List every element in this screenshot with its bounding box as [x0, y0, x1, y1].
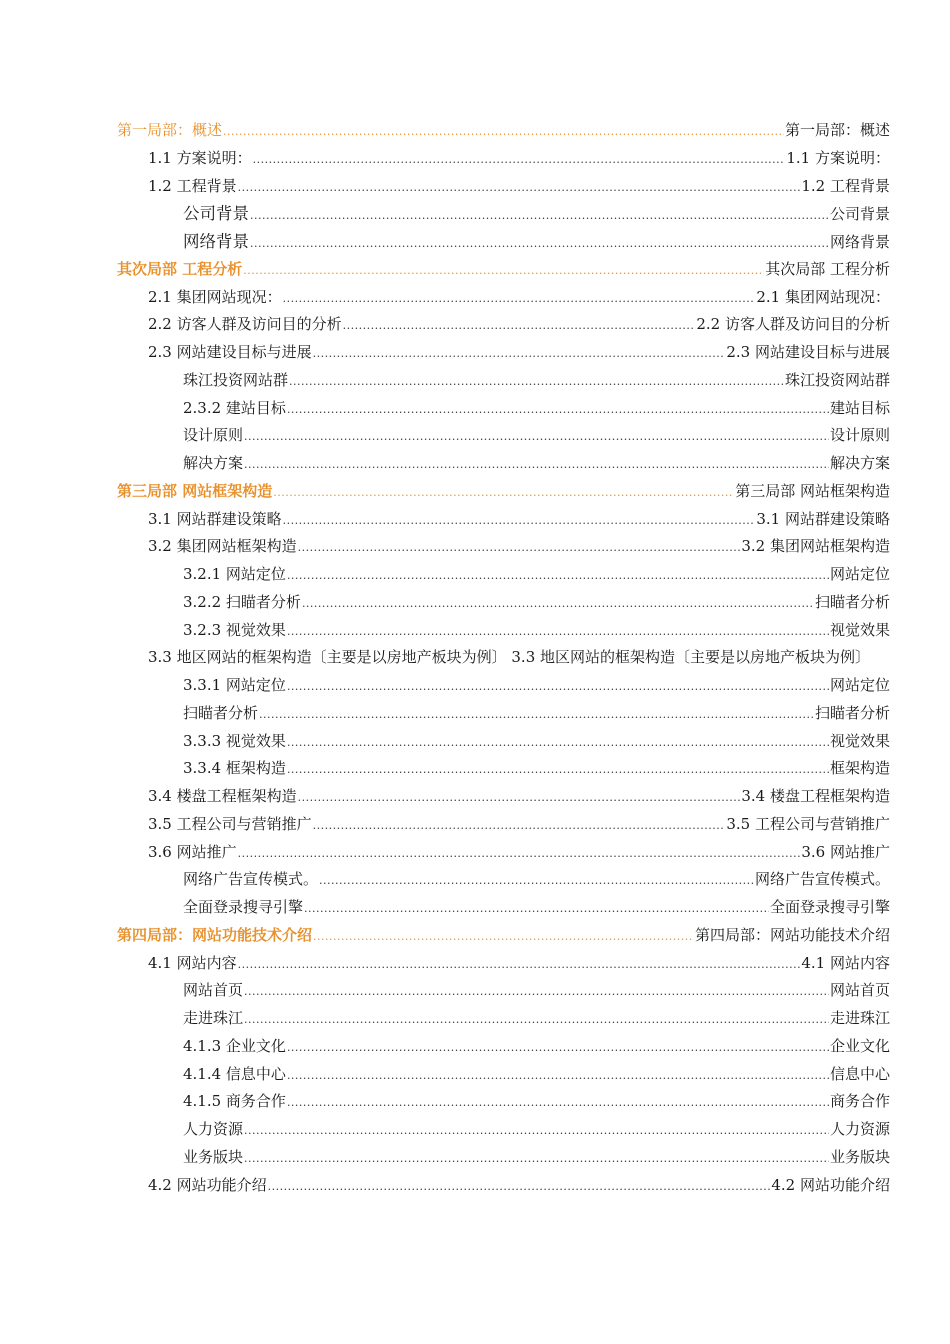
toc-entry[interactable] [117, 1033, 890, 1061]
toc-dot-leader [283, 284, 756, 313]
toc-dot-leader [287, 561, 829, 590]
toc-entry-title: 2.3.2 建站目标 [183, 398, 286, 417]
toc-entry-page-ref: 信息中心 [829, 1064, 890, 1083]
toc-dot-leader [238, 173, 801, 202]
toc-dot-leader [298, 533, 741, 562]
toc-entry-title: 4.1.4 信息中心 [183, 1064, 286, 1083]
toc-dot-leader [287, 755, 829, 784]
toc-entry[interactable] [117, 950, 890, 978]
toc-entry[interactable] [117, 173, 890, 201]
toc-dot-leader [304, 894, 769, 923]
toc-dot-leader [287, 728, 829, 757]
toc-entry-title: 3.4 楼盘工程框架构造 [148, 787, 297, 805]
toc-dot-leader [268, 1172, 771, 1201]
toc-entry-page-ref: 网站定位 [829, 676, 890, 694]
toc-dot-leader [287, 395, 829, 424]
toc-entry-title: 3.2.1 网站定位 [183, 565, 286, 583]
toc-entry-page-ref: 3.5 工程公司与营销推广 [726, 814, 890, 833]
toc-entry-page-ref: 珠江投资网站群 [784, 370, 890, 389]
toc-entry[interactable] [117, 894, 890, 922]
toc-entry-page-ref: 视觉效果 [829, 620, 890, 639]
toc-entry-page-ref: 扫瞄者分析 [814, 703, 890, 722]
toc-dot-leader [287, 617, 829, 646]
toc-entry[interactable] [117, 533, 890, 561]
toc-dot-leader [287, 672, 829, 701]
toc-dot-leader [244, 1144, 829, 1173]
toc-entry[interactable] [117, 422, 890, 450]
table-of-contents [117, 117, 890, 1199]
toc-dot-leader [243, 256, 764, 285]
toc-entry-title: 3.5 工程公司与营销推广 [148, 814, 312, 833]
toc-entry-title: 3.1 网站群建设策略 [148, 509, 282, 528]
toc-entry[interactable] [117, 700, 890, 728]
toc-entry-title: 珠江投资网站群 [183, 370, 289, 389]
toc-entry-page-ref: 业务版块 [829, 1147, 890, 1166]
toc-entry-title: 1.1 方案说明： [148, 148, 252, 167]
toc-entry-title: 全面登录搜寻引擎 [183, 898, 304, 916]
toc-entry-page-ref: 2.2 访客人群及访问目的分析 [696, 315, 890, 334]
toc-entry-page-ref: 网站定位 [829, 565, 890, 583]
toc-dot-leader [287, 1088, 829, 1117]
toc-entry[interactable] [117, 228, 890, 256]
toc-entry[interactable] [117, 922, 890, 950]
toc-dot-leader [313, 811, 726, 840]
toc-entry-title: 扫瞄者分析 [183, 703, 259, 722]
toc-entry-title: 3.3.4 框架构造 [183, 759, 286, 778]
toc-entry-title: 3.3.1 网站定位 [183, 676, 286, 694]
toc-entry-page-ref: 第四局部：网站功能技术介绍 [694, 925, 890, 944]
toc-entry[interactable] [117, 561, 890, 589]
toc-dot-leader [244, 422, 829, 451]
toc-entry-title: 第四局部：网站功能技术介绍 [117, 925, 313, 944]
toc-dot-leader [244, 977, 829, 1006]
toc-entry-title: 1.2 工程背景 [148, 176, 237, 195]
toc-entry[interactable] [117, 617, 890, 645]
toc-dot-leader [244, 1005, 829, 1034]
toc-entry-page-ref: 网络背景 [829, 233, 890, 251]
toc-dot-leader [223, 117, 784, 146]
toc-entry-page-ref: 3.2 集团网站框架构造 [741, 537, 890, 556]
toc-entry-title: 4.1.5 商务合作 [183, 1092, 286, 1111]
toc-entry-page-ref: 人力资源 [829, 1120, 890, 1138]
toc-entry-title: 网络广告宣传模式。 [183, 870, 319, 889]
toc-entry[interactable] [117, 1172, 890, 1200]
toc-entry-page-ref: 商务合作 [829, 1092, 890, 1111]
toc-entry-page-ref: 建站目标 [829, 398, 890, 417]
toc-dot-leader [302, 589, 814, 618]
toc-dot-leader [319, 866, 754, 895]
toc-entry[interactable] [117, 450, 890, 478]
toc-entry[interactable] [117, 589, 890, 617]
toc-dot-leader [244, 1116, 829, 1145]
toc-dot-leader [250, 229, 829, 258]
toc-entry-page-ref: 全面登录搜寻引擎 [769, 898, 890, 916]
toc-entry[interactable] [117, 311, 890, 339]
toc-entry-title: 设计原则 [183, 426, 244, 445]
toc-entry[interactable] [117, 367, 890, 395]
toc-entry[interactable] [117, 1088, 890, 1116]
toc-entry[interactable] [117, 755, 890, 783]
toc-entry-page-ref: 解决方案 [829, 454, 890, 472]
toc-entry-title: 公司背景 [183, 204, 249, 224]
toc-entry-title: 4.1 网站内容 [148, 953, 237, 972]
toc-entry-page-ref: 第一局部：概述 [784, 121, 890, 139]
toc-entry[interactable] [117, 1144, 890, 1172]
toc-entry-title: 4.2 网站功能介绍 [148, 1175, 267, 1194]
toc-entry-page-ref: 扫瞄者分析 [814, 592, 890, 611]
toc-entry[interactable] [117, 256, 890, 284]
toc-entry[interactable] [117, 200, 890, 228]
toc-dot-leader [259, 700, 814, 729]
toc-dot-leader [238, 950, 801, 979]
toc-dot-leader [287, 1061, 829, 1090]
toc-dot-leader [238, 839, 801, 868]
toc-entry-page-ref: 公司背景 [829, 205, 890, 224]
toc-entry-page-ref: 视觉效果 [829, 731, 890, 750]
toc-entry-page-ref: 网站首页 [829, 981, 890, 1000]
toc-entry[interactable] [117, 506, 890, 534]
toc-entry[interactable] [117, 395, 890, 423]
toc-entry[interactable] [117, 728, 890, 756]
toc-dot-leader [283, 506, 756, 535]
toc-entry[interactable] [117, 284, 890, 312]
toc-dot-leader [250, 201, 829, 230]
toc-entry[interactable] [117, 644, 890, 672]
toc-entry-title: 走进珠江 [183, 1009, 244, 1027]
toc-entry-page-ref: 其次局部 工程分析 [765, 259, 890, 278]
toc-entry-page-ref: 1.1 方案说明： [786, 148, 890, 167]
toc-entry[interactable] [117, 478, 890, 506]
toc-entry-page-ref: 4.2 网站功能介绍 [771, 1175, 890, 1194]
toc-entry-page-ref: 走进珠江 [829, 1009, 890, 1027]
toc-entry-title: 网络背景 [183, 232, 249, 251]
toc-entry-title: 2.3 网站建设目标与进展 [148, 343, 312, 361]
toc-entry-title: 3.3.3 视觉效果 [183, 731, 286, 750]
toc-entry-page-ref: 2.1 集团网站现况： [756, 287, 890, 306]
toc-dot-leader [289, 367, 784, 396]
toc-entry-page-ref: 企业文化 [829, 1036, 890, 1055]
toc-entry-page-ref: 第三局部 网站框架构造 [735, 481, 890, 500]
toc-dot-leader [313, 922, 694, 951]
toc-entry-page-ref: 3.4 楼盘工程框架构造 [741, 787, 890, 805]
toc-entry[interactable] [117, 1005, 890, 1033]
toc-entry-page-ref: 4.1 网站内容 [801, 953, 890, 972]
toc-entry[interactable] [117, 1061, 890, 1089]
toc-entry-title: 网站首页 [183, 981, 244, 1000]
toc-entry-page-ref: 3.1 网站群建设策略 [756, 509, 890, 528]
toc-entry-page-ref: 2.3 网站建设目标与进展 [726, 343, 890, 361]
toc-dot-leader [244, 450, 829, 479]
toc-entry[interactable] [117, 145, 890, 173]
toc-entry[interactable] [117, 672, 890, 700]
toc-entry-title: 第一局部：概述 [117, 121, 223, 139]
toc-entry-title: 4.1.3 企业文化 [183, 1036, 286, 1055]
toc-dot-leader [343, 311, 696, 340]
toc-entry[interactable] [117, 811, 890, 839]
toc-entry-title: 3.2.2 扫瞄者分析 [183, 592, 301, 611]
toc-entry[interactable] [117, 117, 890, 145]
toc-entry-title: 3.6 网站推广 [148, 842, 237, 861]
toc-entry[interactable] [117, 1116, 890, 1144]
toc-entry[interactable] [117, 977, 890, 1005]
toc-dot-leader [287, 1033, 829, 1062]
toc-entry-title: 3.3 地区网站的框架构造〔主要是以房地产板块为例〕 3.3 地区网站的框架构造〔主要是以房地产板块为例〕 [148, 648, 871, 667]
toc-entry-title: 其次局部 工程分析 [117, 259, 243, 278]
toc-dot-leader [313, 339, 726, 368]
toc-entry-page-ref: 网络广告宣传模式。 [754, 870, 890, 889]
toc-entry-title: 3.2 集团网站框架构造 [148, 537, 297, 556]
toc-entry-title: 解决方案 [183, 454, 244, 472]
toc-dot-leader [253, 145, 786, 174]
toc-entry-title: 第三局部 网站框架构造 [117, 481, 273, 500]
toc-entry-page-ref: 设计原则 [829, 426, 890, 445]
toc-entry-title: 2.2 访客人群及访问目的分析 [148, 315, 342, 334]
toc-dot-leader [273, 478, 734, 507]
toc-entry[interactable] [117, 339, 890, 367]
toc-entry-title: 业务版块 [183, 1147, 244, 1166]
toc-entry[interactable] [117, 866, 890, 894]
toc-entry-page-ref: 1.2 工程背景 [801, 176, 890, 195]
toc-entry-title: 3.2.3 视觉效果 [183, 620, 286, 639]
toc-dot-leader [298, 783, 741, 812]
toc-entry[interactable] [117, 783, 890, 811]
toc-entry[interactable] [117, 839, 890, 867]
toc-entry-title: 人力资源 [183, 1120, 244, 1138]
toc-entry-page-ref: 框架构造 [829, 759, 890, 778]
toc-entry-title: 2.1 集团网站现况： [148, 287, 282, 306]
toc-entry-page-ref: 3.6 网站推广 [801, 842, 890, 861]
